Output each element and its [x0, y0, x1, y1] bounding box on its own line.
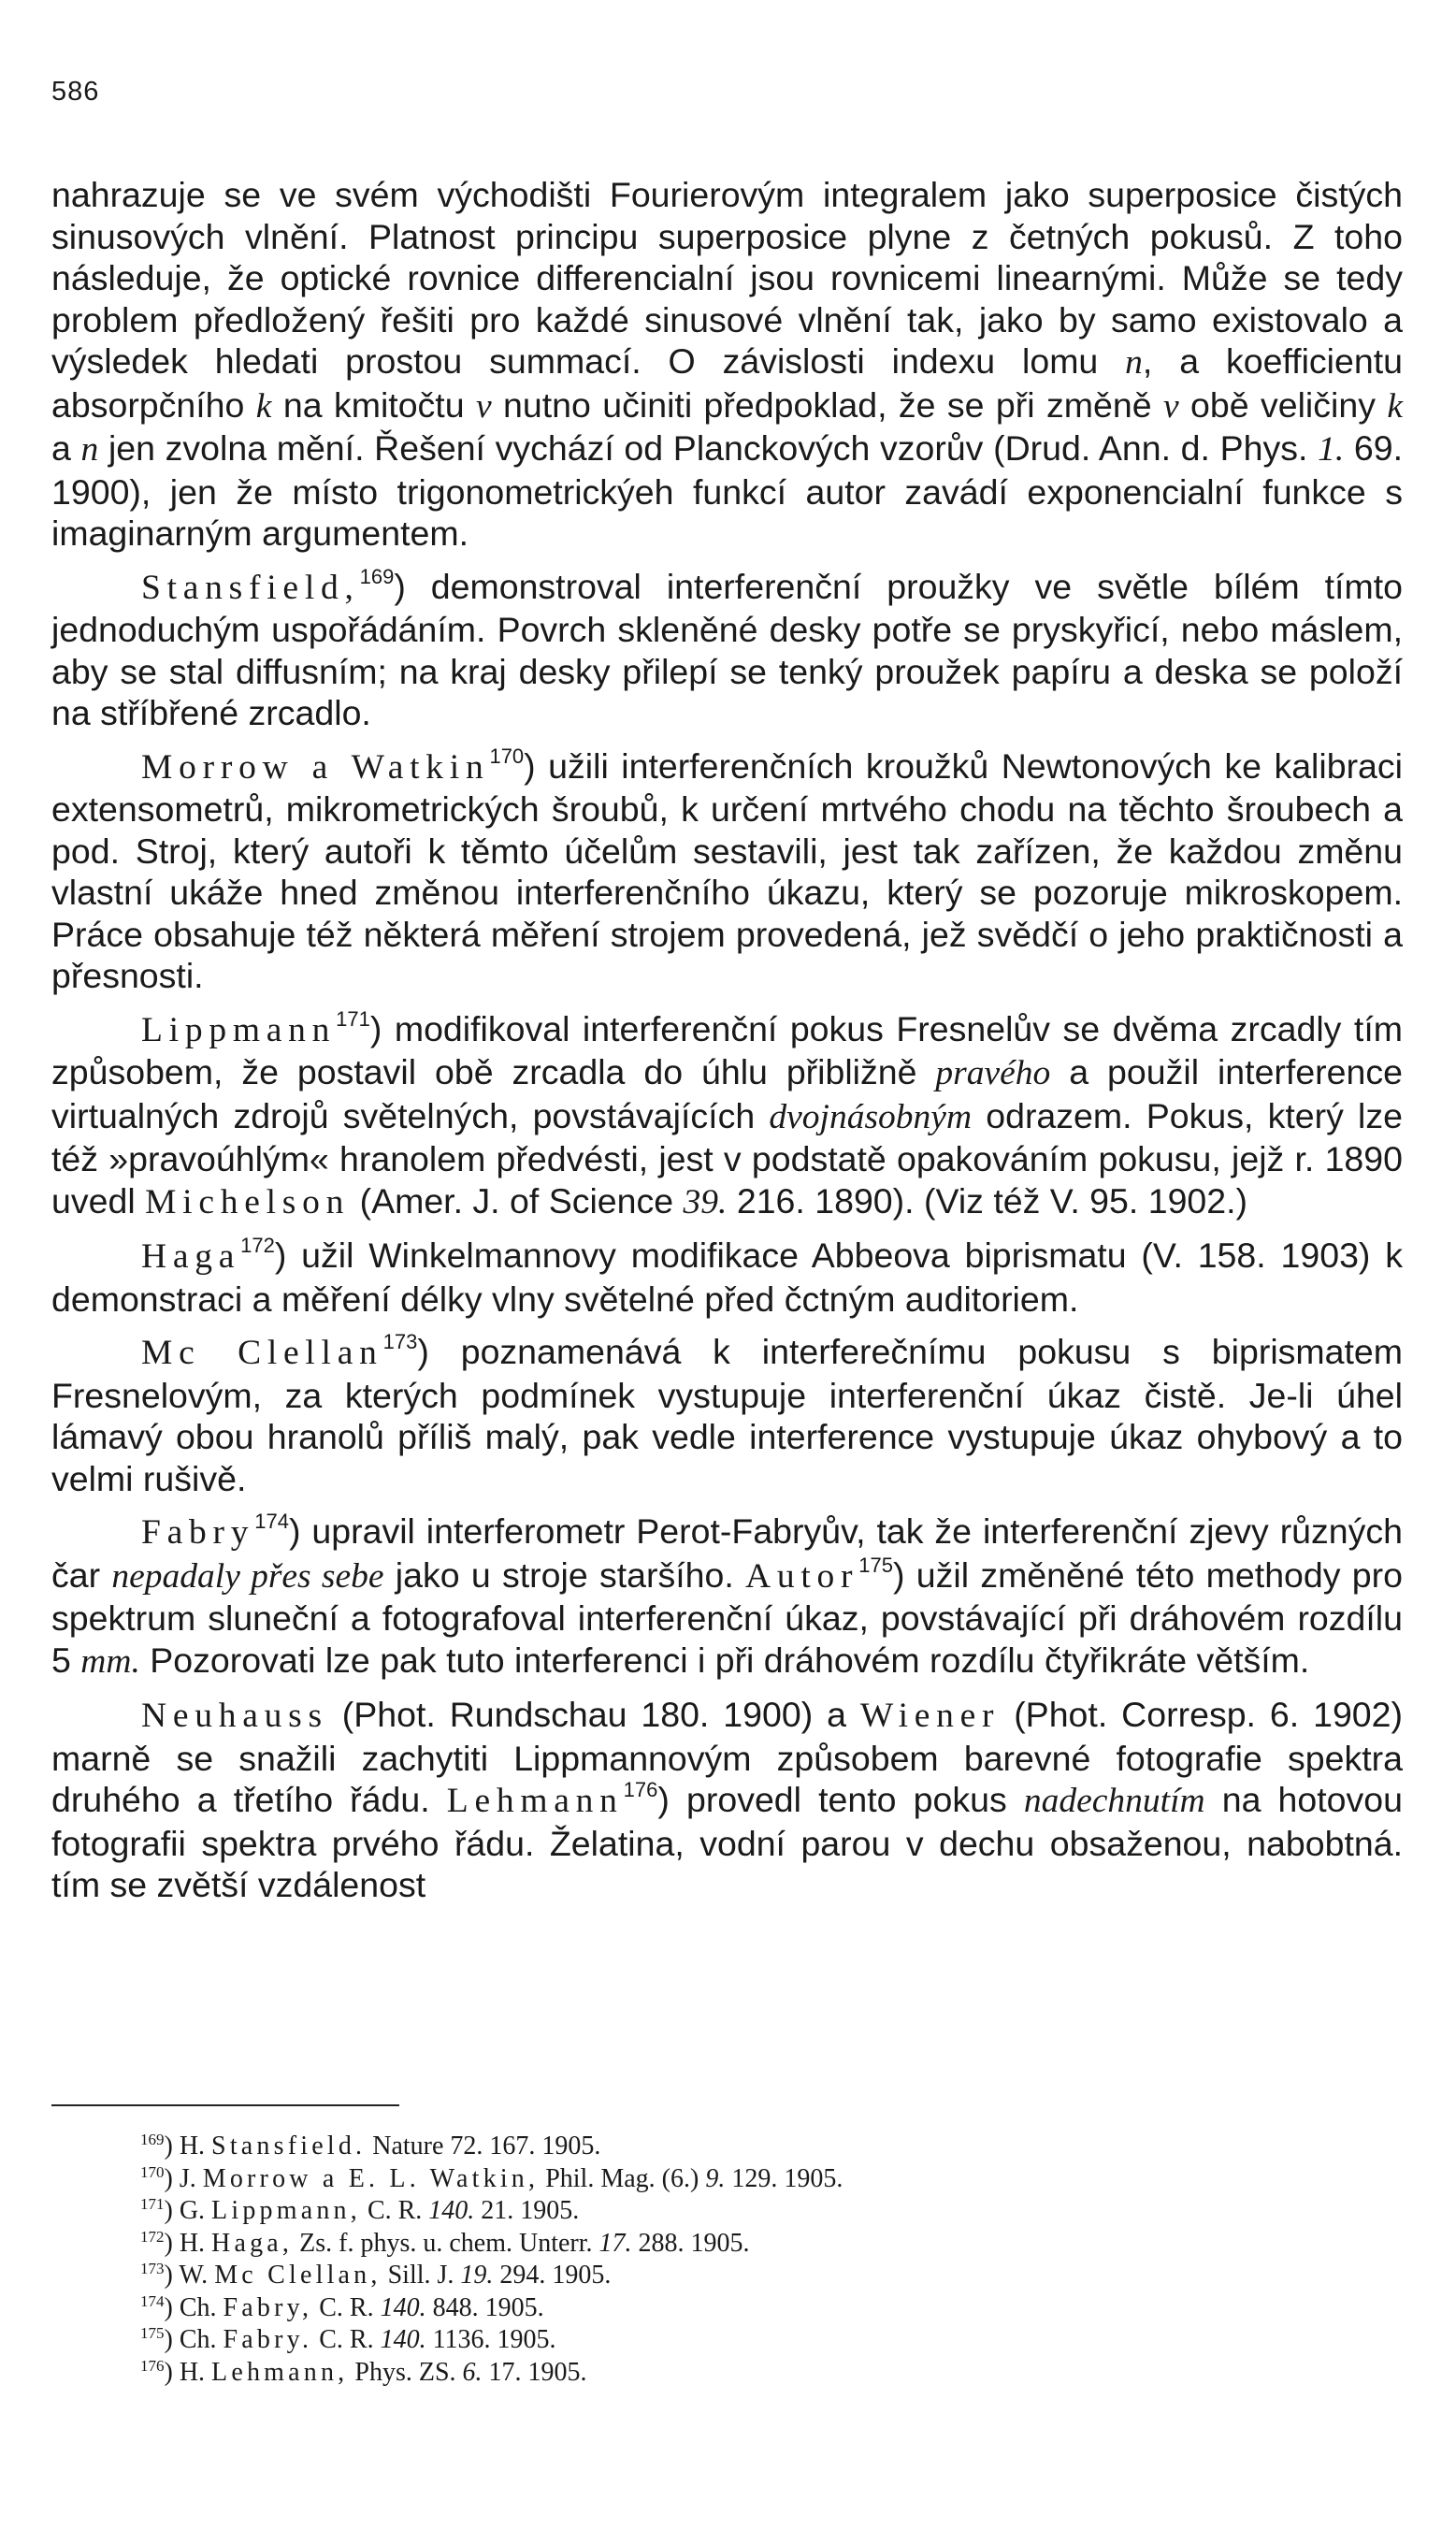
text-run: ) demonstroval interferenční proužky ve světle bílém tímto jednoduchým uspořádáním. Povrch skleněné desky potře se pryskyřicí, nebo máslem, aby se stal diffusním; na kraj desky přilepí se tenký proužek papíru a deska se položí na stříbřené zrcadlo. — [51, 566, 1403, 732]
footnote — [140, 2163, 1356, 2196]
paragraph — [51, 174, 1403, 555]
spaced-name: Lippmann, — [211, 2196, 361, 2225]
text-run: nahrazuje se ve svém východišti Fourierovým integralem jako superposice čistých sinusových vlnění. Platnost principu superposice plyne z četných pokusů. Z toho následuje, že optické rovnice differencialní jsou rovnicemi linearnými. Může se tedy problem předložený řešiti pro každé sinusové vlnění tak, jako by samo existovalo a výsledek hledati prostou summací. O závislosti indexu lomu — [51, 175, 1403, 381]
text-run: Nature 72. 167. 1905. — [366, 2132, 601, 2160]
italic-text: nadechnutím — [1023, 1782, 1205, 1820]
text-run: Pozorovati lze pak tuto interferenci i při dráhovém rozdílu čtyřikráte větším. — [139, 1640, 1310, 1680]
text-run: ) modifikoval interferenční pokus Fresnelův se dvěma zrcadly tím způsobem, že postavil obě zrcadla do úhlu přibližně — [51, 1008, 1403, 1091]
paragraph — [51, 1235, 1403, 1320]
italic-text: n — [1125, 343, 1143, 382]
text-run: ) užil změněné této methody pro spektrum sluneční a fotografoval interferenční úkaz, povstávající při dráhovém rozdílu 5 — [51, 1554, 1403, 1680]
text-run: ) provedl tento pokus — [657, 1780, 1024, 1819]
text-run: C. R. — [312, 2325, 381, 2354]
paragraph — [51, 566, 1403, 734]
text-run: ) W. — [164, 2261, 215, 2290]
text-run: jako u stroje staršího. — [383, 1554, 746, 1595]
main-text — [51, 174, 1403, 1917]
text-run: na kmitočtu — [271, 384, 476, 425]
spaced-name: Lehmann, — [211, 2357, 349, 2387]
italic-text: 19. — [460, 2261, 494, 2290]
spaced-name: Autor — [745, 1556, 859, 1596]
footnote-marker: 173 — [382, 1330, 418, 1353]
text-run: ) upravil interferometr Perot-Fabryův, tak že interferenční zjevy různých čar — [51, 1511, 1403, 1595]
footnote — [140, 2195, 1356, 2228]
footnote-marker: 175 — [140, 2324, 165, 2342]
footnote-marker: 175 — [858, 1553, 894, 1577]
paragraph — [51, 1008, 1403, 1224]
text-run: a použil interference virtualných zdrojů světelných, povstávajících — [51, 1052, 1403, 1135]
text-run: ) J. — [164, 2163, 203, 2193]
spaced-name: Lehmann — [446, 1782, 624, 1820]
italic-text: 140. — [380, 2325, 426, 2354]
text-run: ) poznamenává k interferečnímu pokusu s biprismatem Fresnelovým, za kterých podmínek vystupuje interferenční úkaz čistě. Je-li úhel lámavý obou hranolů příliš malý, pak vedle interference vystupuje úkaz ohybový a to velmi rušivě. — [51, 1332, 1404, 1498]
italic-text: 17. — [598, 2228, 632, 2258]
text-run: nutno učiniti předpoklad, že se při změně — [491, 384, 1163, 425]
text-run: 129. 1905. — [725, 2163, 843, 2193]
text-run: ) Ch. — [164, 2292, 223, 2322]
footnote — [140, 2324, 1356, 2357]
text-run: 21. 1905. — [474, 2196, 580, 2225]
spaced-name: Fabry, — [223, 2292, 313, 2322]
text-run: 288. 1905. — [631, 2228, 750, 2258]
italic-text: k — [1387, 386, 1403, 426]
footnote — [140, 2228, 1356, 2261]
italic-text: mm. — [80, 1641, 140, 1681]
footnote — [140, 2292, 1356, 2325]
italic-text: 39. — [683, 1182, 728, 1221]
footnote-divider — [51, 2104, 399, 2106]
italic-text: nepadaly přes sebe — [111, 1556, 384, 1596]
spaced-name: Wiener — [859, 1697, 1001, 1735]
footnote-marker: 172 — [140, 2227, 165, 2246]
spaced-name: Stansfield. — [211, 2132, 367, 2160]
text-run: 848. 1905. — [425, 2292, 544, 2322]
text-run: ) H. — [164, 2357, 212, 2387]
spaced-name: Michelson — [145, 1182, 351, 1221]
text-run: ) užili interferenčních kroužků Newtonových ke kalibraci extensometrů, mikrometrických šroubů, k určení mrtvého chodu na těchto šroubech a pod. Stroj, který autoři k těmto účelům sestavili, jest tak zařízen, že každou změnu vlastní ukáže hned změnou interferenčního úkazu, který se pozoruje mikroskopem. Práce obsahuje též některá měření strojem provedená, jež svědčí o jeho praktičnosti a přesnosti. — [51, 745, 1403, 995]
page-number: 586 — [51, 77, 100, 107]
footnote-marker: 171 — [336, 1006, 370, 1031]
footnote-marker: 171 — [140, 2195, 165, 2213]
text-run: (Phot. Rundschau 180. 1900) a — [327, 1695, 860, 1734]
footnote-marker: 172 — [240, 1234, 275, 1257]
spaced-name: Stansfield, — [141, 568, 360, 607]
spaced-name: Morrow a Watkin — [141, 747, 490, 787]
italic-text: pravého — [935, 1054, 1051, 1092]
spaced-name: Haga, — [211, 2228, 294, 2258]
text-run: ) užil Winkelmannovy modifikace Abbeova biprismatu (V. 158. 1903) k demonstraci a měření délky vlny světelné před čctným auditoriem. — [51, 1236, 1403, 1319]
text-run: ) H. — [164, 2132, 212, 2160]
spaced-name: Haga — [141, 1237, 241, 1276]
text-run: Phil. Mag. (6.) — [539, 2163, 706, 2193]
text-run: a — [51, 428, 81, 468]
text-run: obě veličiny — [1178, 384, 1388, 425]
text-run: 294. 1905. — [493, 2261, 612, 2290]
italic-text: 9. — [705, 2163, 726, 2193]
text-run: 1136. 1905. — [425, 2325, 556, 2354]
footnote — [140, 2357, 1356, 2390]
footnote-marker: 169 — [140, 2131, 165, 2148]
italic-text: v — [475, 386, 492, 426]
spaced-name: Fabry. — [223, 2325, 313, 2354]
spaced-name: Fabry — [141, 1513, 255, 1552]
spaced-name: Lippmann — [141, 1010, 337, 1049]
text-run: (Phot. Corresp. 6. 1902) marně se snažili zachytiti Lippmannovým způsobem barevné fotografie spektra druhého a třetího řádu. — [51, 1695, 1404, 1819]
text-run: ) Ch. — [164, 2325, 223, 2354]
spaced-name: Morrow a E. L. Watkin, — [202, 2163, 540, 2193]
footnotes — [140, 2131, 1356, 2389]
footnote-marker: 169 — [359, 564, 395, 588]
italic-text: 140. — [380, 2292, 426, 2322]
paragraph — [51, 1694, 1403, 1906]
text-run: , a koefficientu absorpčního — [51, 341, 1403, 425]
italic-text: dvojnásobným — [769, 1097, 973, 1136]
italic-text: k — [255, 386, 272, 426]
paragraph — [51, 1510, 1403, 1683]
text-run: Zs. f. phys. u. chem. Unterr. — [293, 2228, 599, 2258]
footnote-marker: 176 — [623, 1778, 658, 1801]
italic-text: 6. — [462, 2357, 483, 2387]
footnote — [140, 2260, 1356, 2292]
spaced-name: Neuhauss — [141, 1697, 328, 1735]
text-run: na hotovou fotografii spektra prvého řádu. Želatina, vodní parou v dechu obsaženou, nabobtná. tím se zvětší vzdálenost — [51, 1780, 1403, 1904]
footnote-marker: 170 — [140, 2162, 165, 2181]
text-run: C. R. — [312, 2292, 381, 2322]
text-run: odrazem. Pokus, který lze též »pravoúhlým« hranolem předvésti, jest v podstatě opakováním pokusu, jejž r. 1890 uvedl — [51, 1095, 1403, 1221]
footnote — [140, 2131, 1356, 2163]
spaced-name: Mc Clellan — [141, 1334, 383, 1372]
footnote-marker: 174 — [254, 1510, 289, 1533]
text-run: ) G. — [164, 2196, 212, 2225]
text-run: 216. 1890). (Viz též V. 95. 1902.) — [727, 1180, 1248, 1221]
italic-text: n — [80, 430, 99, 469]
footnote-marker: 176 — [140, 2356, 165, 2375]
footnote-marker: 173 — [140, 2260, 165, 2277]
spaced-name: Mc Clellan, — [214, 2261, 382, 2290]
text-run: Sill. J. — [381, 2261, 461, 2290]
italic-text: 140. — [428, 2196, 475, 2225]
text-run: jen zvolna mění. Řešení vychází od Planckových vzorův (Drud. Ann. d. Phys. — [98, 428, 1319, 468]
italic-text: 1. — [1318, 430, 1345, 469]
text-run: 17. 1905. — [482, 2357, 587, 2387]
footnote-marker: 170 — [489, 744, 525, 768]
text-run: (Amer. J. of Science — [350, 1180, 684, 1221]
text-run: 69. 1900), jen že místo trigonometrickýeh funkcí autor zavádí exponencialní funkce s imaginarným argumentem. — [51, 428, 1403, 553]
paragraph — [51, 1331, 1403, 1499]
text-run: ) H. — [164, 2228, 212, 2258]
italic-text: v — [1162, 386, 1179, 426]
text-run: C. R. — [360, 2196, 429, 2225]
paragraph — [51, 745, 1403, 997]
footnote-marker: 174 — [140, 2291, 165, 2310]
text-run: Phys. ZS. — [348, 2357, 463, 2387]
